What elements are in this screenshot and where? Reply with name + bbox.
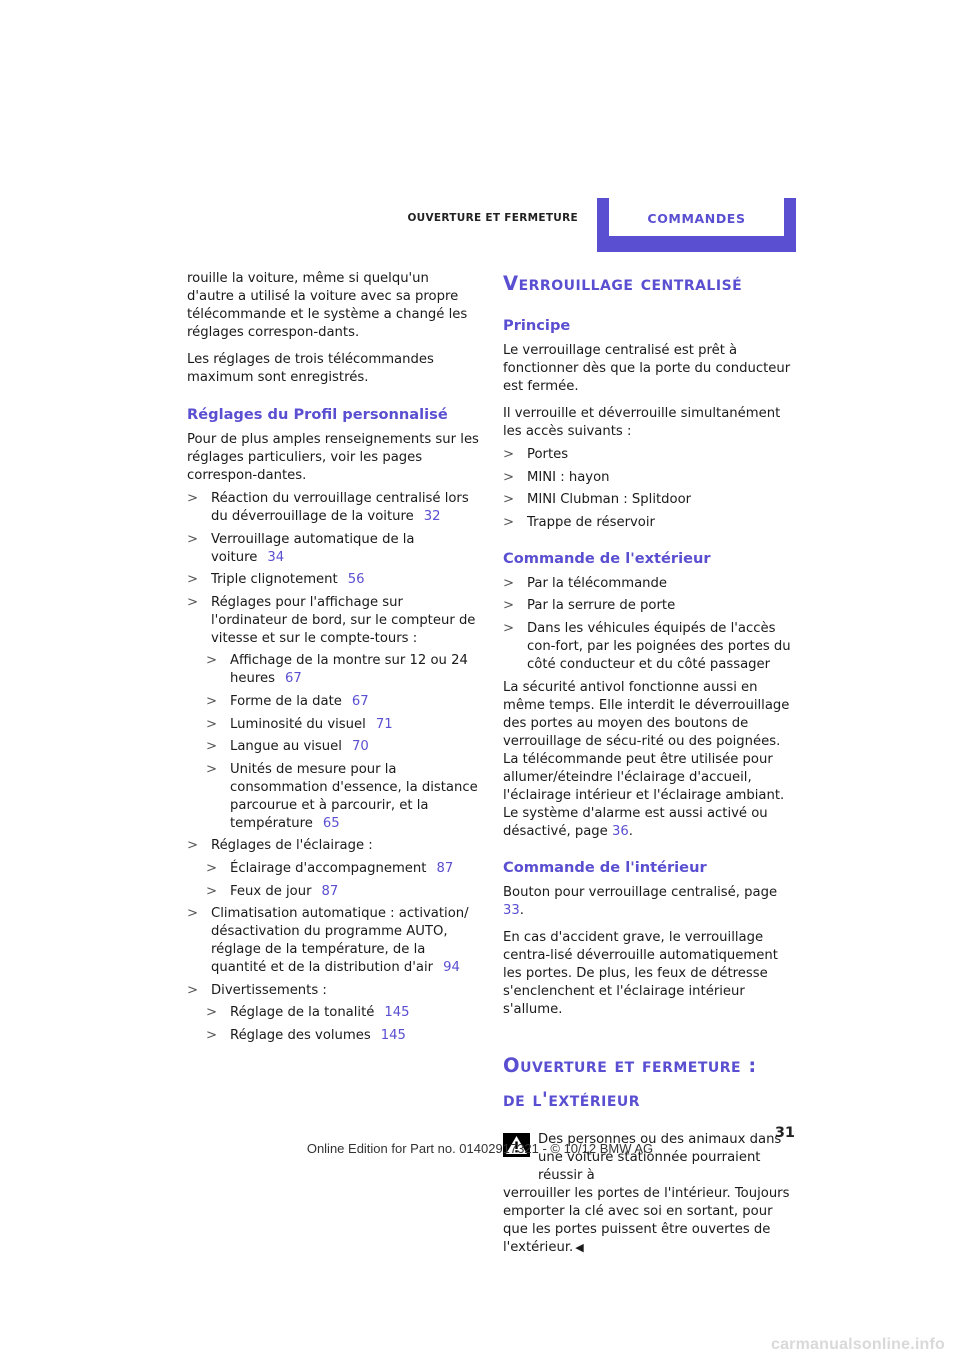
profile-text: Pour de plus amples renseignements sur les réglages particuliers, voir les pages correspon-dantes.	[187, 432, 479, 483]
list-item	[187, 571, 479, 589]
bullet-icon: >	[206, 653, 218, 669]
page-ref-link[interactable]: 145	[380, 1027, 406, 1043]
list-item-text: Réaction du verrouillage centralisé lors du déverrouillage de la voiture	[211, 491, 469, 524]
chapter-tab-label: COMMANDES	[647, 211, 746, 226]
page-number: 31	[774, 1125, 795, 1141]
page-ref-link[interactable]: 94	[443, 960, 460, 976]
page-ref-link[interactable]: 145	[384, 1005, 410, 1021]
list-item-text: Luminosité du visuel	[230, 716, 366, 732]
page-ref-link[interactable]: 32	[423, 509, 441, 524]
inside-control-text-1	[503, 884, 798, 920]
list-item-text: Portes	[527, 447, 569, 462]
bullet-icon: >	[206, 716, 218, 732]
watermark: carmanualsonline.info	[770, 1336, 945, 1353]
list-item-text: Par la serrure de porte	[527, 598, 676, 614]
principle-text-2: Il verrouille et déverrouille simultanément les accès suivants :	[503, 406, 781, 439]
list-item-text: Climatisation automatique : activation/ désactivation du programme AUTO, réglage de la température, de la quantité et de la distribution d'air	[211, 906, 469, 976]
bullet-icon: >	[187, 906, 199, 922]
list-item-text: Verrouillage automatique de la voiture	[211, 531, 415, 565]
list-item	[503, 620, 798, 674]
bullet-icon: >	[187, 838, 199, 854]
inside-control-text-2: En cas d'accident grave, le verrouillage centra-lisé déverrouille automatiquement les portes. De plus, les feux de détresse s'enclenchent et l'éclairage intérieur s'allume.	[503, 929, 778, 1017]
sub-list-item	[206, 693, 479, 711]
warning-text-first: Des personnes ou des animaux dans une voiture stationnée pourraient réussir à	[538, 1131, 782, 1183]
intro-paragraph-1: rouille la voiture, même si quelqu'un d'autre a utilisé la voiture avec sa propre télécommande et le système a changé les réglages correspon-dants.	[187, 271, 468, 340]
list-item	[187, 490, 479, 526]
punctuation: .	[628, 823, 633, 839]
intro-paragraph-2: Les réglages de trois télécommandes maximum sont enregistrés.	[187, 352, 434, 385]
list-item-text: Triple clignotement	[211, 572, 338, 588]
open-close-heading-line1: Ouverture et fermeture :	[503, 1053, 757, 1077]
bullet-icon: >	[187, 982, 199, 998]
bullet-icon: >	[503, 575, 515, 591]
bullet-icon: >	[187, 531, 199, 547]
sub-list-item	[206, 1004, 479, 1022]
list-item	[187, 982, 479, 1000]
bullet-icon: >	[187, 491, 199, 506]
chapter-tab	[597, 198, 796, 252]
list-item-text: Affichage de la montre sur 12 ou 24 heures	[230, 653, 468, 687]
list-item	[503, 597, 798, 615]
end-mark-icon: ◀	[575, 1240, 584, 1254]
right-column	[503, 270, 798, 1257]
list-item-text: Réglages de l'éclairage :	[211, 838, 373, 854]
page-ref-link[interactable]: 34	[267, 549, 285, 565]
list-item-text: Réglages pour l'affichage sur l'ordinateur de bord, sur le compteur de vitesse et sur le compte-tours :	[211, 594, 476, 646]
list-item	[187, 531, 479, 567]
outside-control-heading: Commande de l'extérieur	[503, 549, 711, 567]
list-item	[187, 594, 479, 648]
page-ref-link[interactable]: 65	[322, 815, 340, 831]
chapter-tab-box	[609, 198, 784, 236]
page-ref-link[interactable]: 67	[351, 693, 369, 709]
list-item-text: Réglage de la tonalité	[230, 1005, 375, 1021]
sub-list-item	[206, 716, 479, 734]
page-ref-link[interactable]: 56	[347, 572, 365, 588]
list-item	[187, 837, 479, 855]
principle-heading: Principe	[503, 317, 571, 334]
section-title: OUVERTURE ET FERMETURE	[407, 212, 578, 224]
bullet-icon: >	[206, 693, 218, 709]
list-item-text: MINI : hayon	[527, 469, 610, 485]
sub-list-item	[206, 652, 479, 688]
sub-list-item	[206, 761, 479, 833]
open-close-heading-line2: de l'extérieur	[503, 1087, 641, 1111]
bullet-icon: >	[206, 860, 218, 876]
list-item-text: Langue au visuel	[230, 739, 342, 755]
sub-list-item	[206, 738, 479, 756]
page-ref-link[interactable]: 67	[284, 671, 302, 687]
bullet-icon: >	[187, 594, 199, 610]
list-item-text: Réglage des volumes	[230, 1027, 371, 1043]
list-item	[503, 491, 798, 509]
bullet-icon: >	[503, 620, 515, 636]
list-item-text: Forme de la date	[230, 693, 342, 709]
left-column	[187, 270, 479, 1050]
profile-heading: Réglages du Profil personnalisé	[187, 406, 448, 423]
page-ref-link[interactable]: 87	[436, 860, 454, 876]
list-item	[503, 575, 798, 593]
page-ref-link[interactable]: 36	[611, 823, 629, 839]
list-item	[503, 514, 798, 532]
page-ref-link[interactable]: 87	[321, 883, 339, 899]
central-locking-heading: Verrouillage centralisé	[503, 272, 743, 295]
bullet-icon: >	[206, 739, 218, 755]
open-close-heading	[503, 1049, 798, 1117]
outside-control-text	[503, 679, 798, 841]
warning-text-rest	[503, 1185, 798, 1257]
list-item-text: Dans les véhicules équipés de l'accès con-fort, par les poignées des portes du côté conducteur et du côté passager	[527, 620, 791, 672]
bullet-icon: >	[206, 1027, 218, 1043]
list-item-text: Par la télécommande	[527, 575, 667, 591]
outside-control-body: La sécurité antivol fonctionne aussi en même temps. Elle interdit le déverrouillage des portes au moyen des boutons de verrouillage de sécu-rité ou des poignées. La télécommande peut être utilisée pour allumer/éteindre l'éclairage d'accueil, l'éclairage intérieur et l'éclairage ambiant. Le système d'alarme est aussi activé ou désactivé, page	[503, 679, 790, 839]
list-item	[503, 446, 798, 464]
list-item-text: Divertissements :	[211, 982, 327, 998]
bullet-icon: >	[503, 514, 515, 530]
list-item-text: Unités de mesure pour la consommation d'essence, la distance parcourue et à parcourir, et la température	[230, 761, 478, 831]
punctuation: .	[519, 902, 524, 918]
bullet-icon: >	[206, 883, 218, 899]
list-item-text: Feux de jour	[230, 883, 312, 899]
bullet-icon: >	[206, 761, 218, 777]
sub-list-item	[206, 1027, 479, 1045]
bullet-icon: >	[503, 492, 515, 508]
page-ref-link[interactable]: 70	[351, 739, 369, 755]
bullet-icon: >	[503, 447, 515, 462]
list-item-text: Trappe de réservoir	[527, 514, 655, 530]
inside-control-body: Bouton pour verrouillage centralisé, page	[503, 884, 778, 900]
inside-control-heading: Commande de l'intérieur	[503, 858, 707, 876]
list-item-text: Éclairage d'accompagnement	[230, 860, 427, 876]
list-item-text: MINI Clubman : Splitdoor	[527, 492, 692, 508]
list-item	[503, 469, 798, 487]
list-item	[187, 905, 479, 977]
warning-body: verrouiller les portes de l'intérieur. Toujours emporter la clé avec soi en sortant, pour que les portes puissent être ouvertes de l'extérieur.	[503, 1185, 790, 1255]
bullet-icon: >	[187, 572, 199, 588]
bullet-icon: >	[503, 598, 515, 614]
bullet-icon: >	[206, 1005, 218, 1021]
edition-footer: Online Edition for Part no. 01402917321 - © 10/12 BMW AG	[306, 1141, 654, 1156]
page-ref-link[interactable]: 71	[375, 716, 393, 732]
bullet-icon: >	[503, 469, 515, 485]
sub-list-item	[206, 860, 479, 878]
principle-text-1: Le verrouillage centralisé est prêt à fonctionner dès que la porte du conducteur est fermée.	[503, 343, 791, 394]
page-ref-link[interactable]: 33	[503, 902, 520, 918]
sub-list-item	[206, 883, 479, 901]
